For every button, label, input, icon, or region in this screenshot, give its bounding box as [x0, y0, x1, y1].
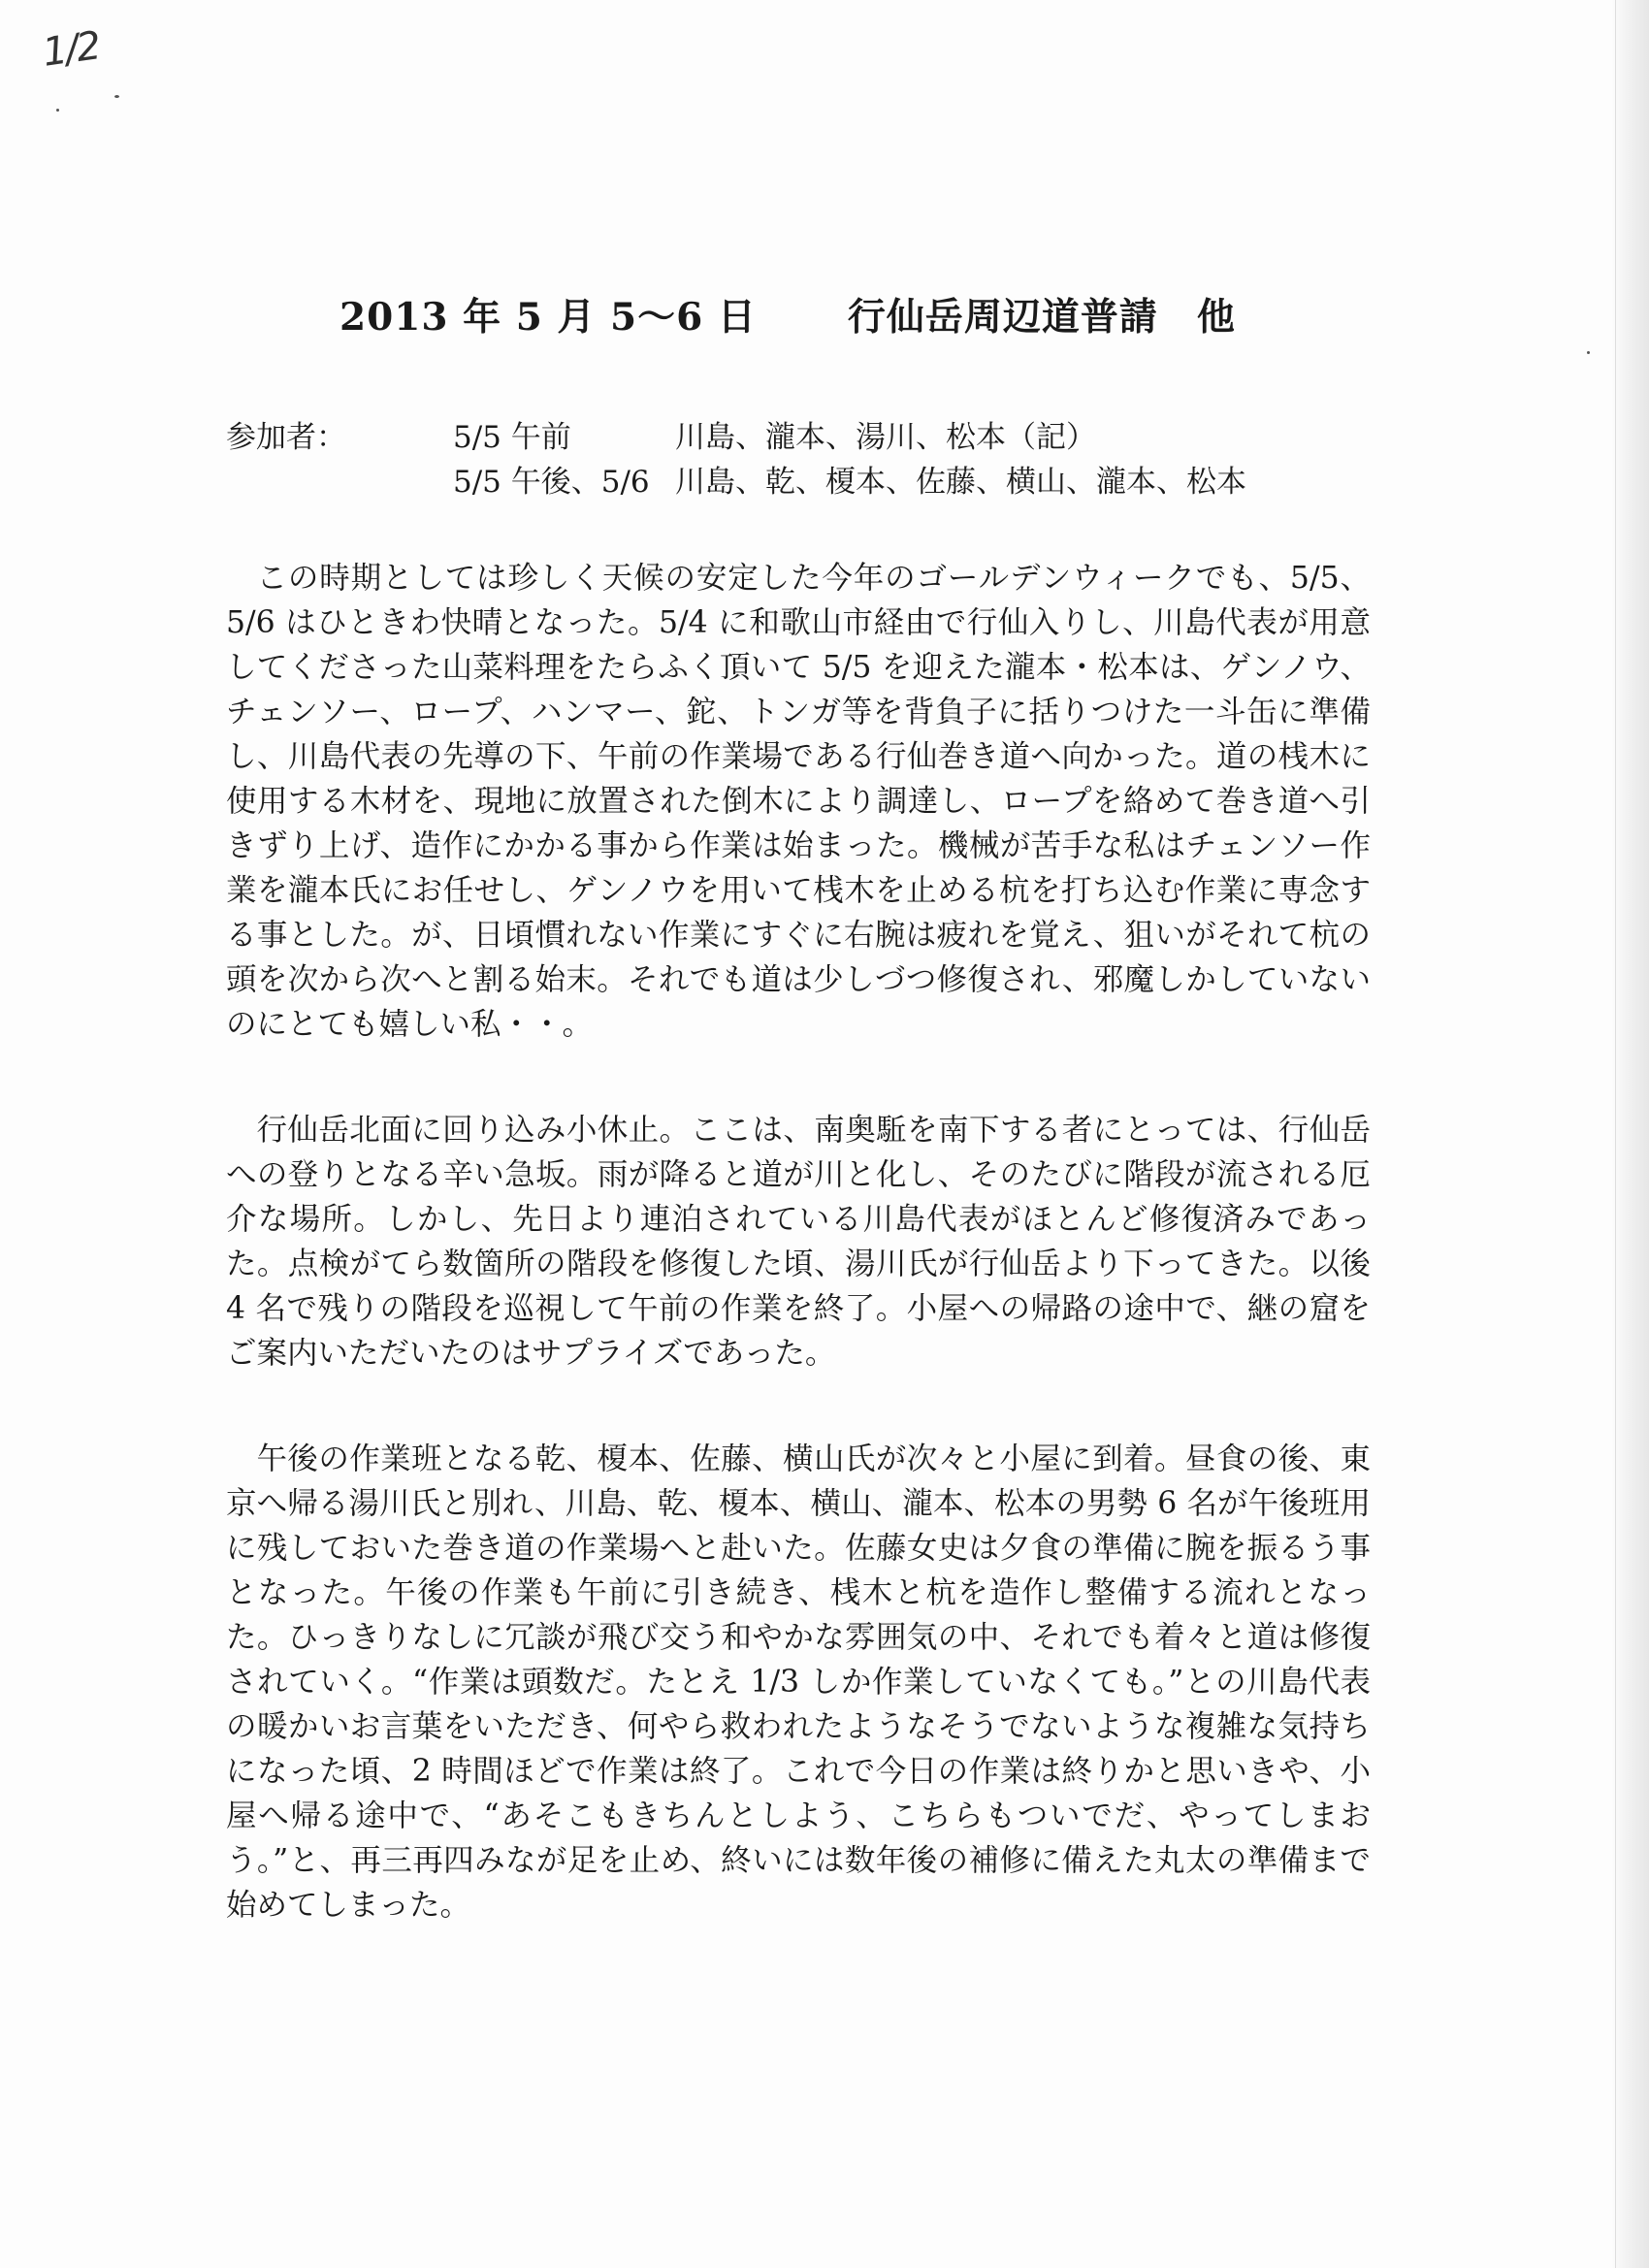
handwritten-page-number: 1/2 — [40, 23, 103, 76]
participants-names: 川島、瀧本、湯川、松本（記） — [675, 420, 1096, 455]
body-paragraph: 午後の作業班となる乾、榎本、佐藤、横山氏が次々と小屋に到着。昼食の後、東京へ帰る湯川氏と別れ、川島、乾、榎本、横山、瀧本、松本の男勢 6 名が午後班用に残しておいた巻き道の作業場へと赴いた。佐藤女史は夕食の準備に腕を振るう事となった。午後の作業も午前に引き続き、桟木と杭を造作し整備する流れとなった。ひっきりなしに冗談が飛び交う和やかな雰囲気の中、それでも着々と道は修復されていく。“作業は頭数だ。たとえ 1/3 しか作業していなくても。”との川島代表の暖かいお言葉をいただき、何やら救われたようなそうでないような複雑な気持ちになった頃、2 時間ほどで作業は終了。これで今日の作業は終りかと思いきや、小屋へ帰る途中で、“あそこもきちんとしよう、こちらもついでだ、やってしまおう。”と、再三再四みなが足を止め、終いには数年後の補修に備えた丸太の準備まで始めてしまった。 — [226, 1442, 1371, 1923]
page-title — [340, 287, 1310, 341]
participants-label: 参加者： — [226, 420, 346, 455]
report-body — [226, 556, 1371, 1989]
body-paragraph: 行仙岳北面に回り込み小休止。ここは、南奥駈を南下する者にとっては、行仙岳への登りとなる辛い急坂。雨が降ると道が川と化し、そのたびに階段が流される厄介な場所。しかし、先日より連泊されている川島代表がほとんど修復済みであった。点検がてら数箇所の階段を修復した頃、湯川氏が行仙岳より下ってきた。以後 4 名で残りの階段を巡視して午前の作業を終了。小屋への帰路の途中で、継の窟をご案内いただいたのはサプライズであった。 — [226, 1113, 1371, 1371]
body-paragraph: この時期としては珍しく天候の安定した今年のゴールデンウィークでも、5/5、5/6 はひときわ快晴となった。5/4 に和歌山市経由で行仙入りし、川島代表が用意してくださった山菜料理をたらふく頂いて 5/5 を迎えた瀧本・松本は、ゲンノウ、チェンソー、ロープ、ハンマー、鉈、トンガ等を背負子に括りつけた一斗缶に準備し、川島代表の先導の下、午前の作業場である行仙巻き道へ向かった。道の桟木に使用する木材を、現地に放置された倒木により調達し、ロープを絡めて巻き道へ引きずり上げ、造作にかかる事から作業は始まった。機械が苦手な私はチェンソー作業を瀧本氏にお任せし、ゲンノウを用いて桟木を止める杭を打ち込む作業に専念する事とした。が、日頃慣れない作業にすぐに右腕は疲れを覚え、狙いがそれて杭の頭を次から次へと割る始末。それでも道は少しづつ修復され、邪魔しかしていないのにとても嬉しい私・・。 — [226, 561, 1371, 1042]
scan-page-edge — [1612, 0, 1649, 2268]
participants-time: 5/5 午後、5/6 — [453, 465, 650, 500]
title-text: 行仙岳周辺道普請 他 — [847, 295, 1236, 340]
scan-edge-line — [1615, 0, 1616, 2268]
participants-time: 5/5 午前 — [453, 420, 571, 455]
participants-names: 川島、乾、榎本、佐藤、横山、瀧本、松本 — [675, 465, 1246, 500]
title-date: 2013 年 5 月 5〜6 日 — [340, 295, 757, 340]
